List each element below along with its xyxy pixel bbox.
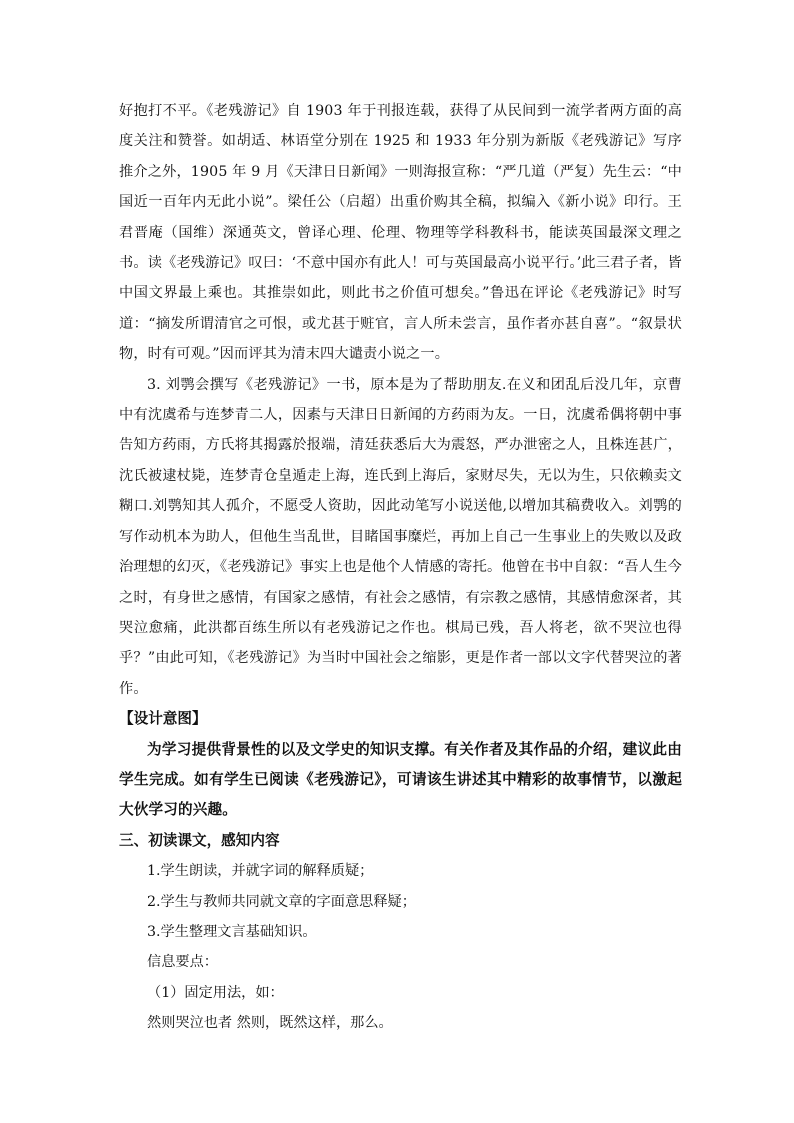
step-item: 2.学生与教师共同就文章的字面意思释疑； <box>147 893 416 910</box>
example-line: 然则哭泣也者 然则，既然这样，那么。 <box>147 1015 393 1032</box>
design-intent-heading: 【设计意图】 <box>119 710 207 728</box>
step-item: 3.学生整理文言基础知识。 <box>147 923 317 940</box>
paragraph-reviews: 好抱打不平。《老残游记》自 1903 年于刊报连载，获得了从民间到一流学者两方面的高度关注和赞誉。如胡适、林语堂分别在 1925 和 1933 年分别为新版《老残游记》写序推介之外，1905 年 9 月《天津日日新闻》一则海报宣称：“严几道（严复）先生云：“中国近一百年内无此小说”。梁任公（启超）出重价购其全稿，拟编入《新小说》印行。王君晋庵（国维）深通英文，曾译心理、伦理、物理等学科教科书，能读英国最深文理之书。读《老残游记》叹曰：‘不意中国亦有此人！可与英国最高小说平行。’此三君子者，皆中国文界最上乘也。其推崇如此，则此书之价值可想矣。”鲁迅在评论《老残游记》时写道：“摘发所谓清官之可恨，或尤甚于赃官，言人所未尝言，虽作者亦甚自喜”。“叙景状物，时有可观。”因而评其为清末四大谴责小说之一。 <box>119 103 682 363</box>
section-heading: 三、初读课文，感知内容 <box>119 831 280 849</box>
body-text <box>119 96 682 1039</box>
fixed-usage-label: （1）固定用法，如： <box>147 984 284 1001</box>
step-item: 1.学生朗读，并就字词的解释质疑； <box>147 863 374 880</box>
design-intent-text: 为学习提供背景性的以及文学史的知识支撑。有关作者及其作品的介绍，建议此由学生完成。如有学生已阅读《老残游记》，可请该生讲述其中精彩的故事情节，以激起大伙学习的兴趣。 <box>119 740 682 819</box>
info-points-label: 信息要点： <box>147 954 218 971</box>
paragraph-writing-motive: 3. 刘鹗会撰写《老残游记》一书，原本是为了帮助朋友.在义和团乱后没几年，京曹中有沈虞希与连梦青二人，因素与天津日日新闻的方药雨为友。一日，沈虞希偶将朝中事告知方药雨，方氏将其揭露於报端，清廷获悉后大为震怒，严办泄密之人，且株连甚广，沈氏被逮杖毙，连梦青仓皇遁走上海，连氏到上海后，家财尽失，无以为生，只依赖卖文糊口.刘鹗知其人孤介，不愿受人资助，因此动笔写小说送他,以增加其稿费收入。刘鹗的写作动机本为助人，但他生当乱世，目睹国事糜烂，再加上自己一生事业上的失败以及政治理想的幻灭，《老残游记》事实上也是他个人情感的寄托。他曾在书中自叙：“吾人生今之时，有身世之感情，有国家之感情，有社会之感情，有宗教之感情，其感情愈深者，其哭泣愈痛，此洪都百练生所以有老残游记之作也。棋局已残，吾人将老，欲不哭泣也得乎？”由此可知，《老残游记》为当时中国社会之缩影，更是作者一部以文字代替哭泣的著作。 <box>119 376 682 697</box>
